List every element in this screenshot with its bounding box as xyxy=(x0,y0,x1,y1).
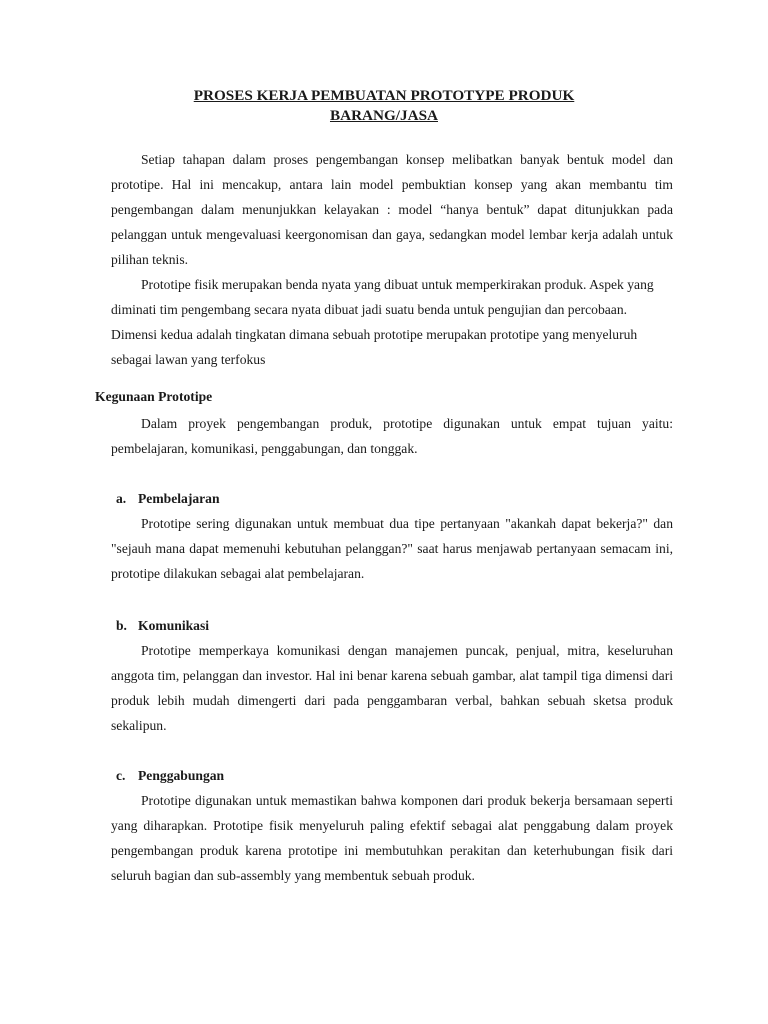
subsection-letter: b. xyxy=(116,618,127,633)
title-line-2: BARANG/JASA xyxy=(329,107,438,124)
subsection-paragraph-a: Prototipe sering digunakan untuk membuat dua tipe pertanyaan "akankah dapat bekerja?" dan "sejauh mana dapat memenuhi kebutuhan pelanggan?" saat harus menjawab pertanyaan semacam ini, prototipe dilakukan sebagai alat pembelajaran. xyxy=(111,516,673,581)
intro-paragraph-2: Prototipe fisik merupakan benda nyata yang dibuat untuk memperkirakan produk. Aspek yang diminati tim pengembang secara nyata dibuat jadi suatu benda untuk pengujian dan percobaan. Dimensi kedua adalah tingkatan dimana sebuah prototipe merupakan prototipe yang menyeluruh sebagai lawan yang terfokus xyxy=(111,277,654,367)
section-heading: Kegunaan Prototipe xyxy=(95,389,213,404)
subsection-heading-c xyxy=(116,767,224,785)
subsection-title: Pembelajaran xyxy=(138,491,220,506)
subsection-paragraph-b: Prototipe memperkaya komunikasi dengan manajemen puncak, penjual, mitra, keseluruhan anggota tim, pelanggan dan investor. Hal ini benar karena sebuah gambar, alat tampil tiga dimensi dari produk lebih mudah dimengerti dari pada penggambaran verbal, bahkan sebuah sketsa produk sekalipun. xyxy=(111,643,673,733)
subsection-heading-b xyxy=(116,617,209,635)
subsection-letter: a. xyxy=(116,491,127,506)
subsection-paragraph-c: Prototipe digunakan untuk memastikan bahwa komponen dari produk bekerja bersamaan seperti yang diharapkan. Prototipe fisik menyeluruh paling efektif sebagai alat penggabung dalam proyek pengembangan produk karena prototipe ini membutuhkan perakitan dan keterhubungan fisik dari seluruh bagian dan sub-assembly yang membentuk sebuah produk. xyxy=(111,793,673,883)
intro-paragraph-1: Setiap tahapan dalam proses pengembangan konsep melibatkan banyak bentuk model dan prototipe. Hal ini mencakup, antara lain model pembuktian konsep yang akan membantu tim pengembangan dalam menunjukkan kelayakan : model “hanya bentuk” dapat ditunjukkan pada pelanggan untuk mengevaluasi keergonomisan dan gaya, sedangkan model lembar kerja adalah untuk pilihan teknis. xyxy=(111,152,673,267)
document-title xyxy=(0,86,768,126)
subsection-title: Penggabungan xyxy=(138,768,225,783)
subsection-title: Komunikasi xyxy=(138,618,210,633)
subsection-letter: c. xyxy=(116,768,126,783)
title-line-1: PROSES KERJA PEMBUATAN PROTOTYPE PRODUK xyxy=(193,87,575,104)
subsection-heading-a xyxy=(116,490,220,508)
section-paragraph: Dalam proyek pengembangan produk, prototipe digunakan untuk empat tujuan yaitu: pembelajaran, komunikasi, penggabungan, dan tonggak. xyxy=(111,416,673,456)
